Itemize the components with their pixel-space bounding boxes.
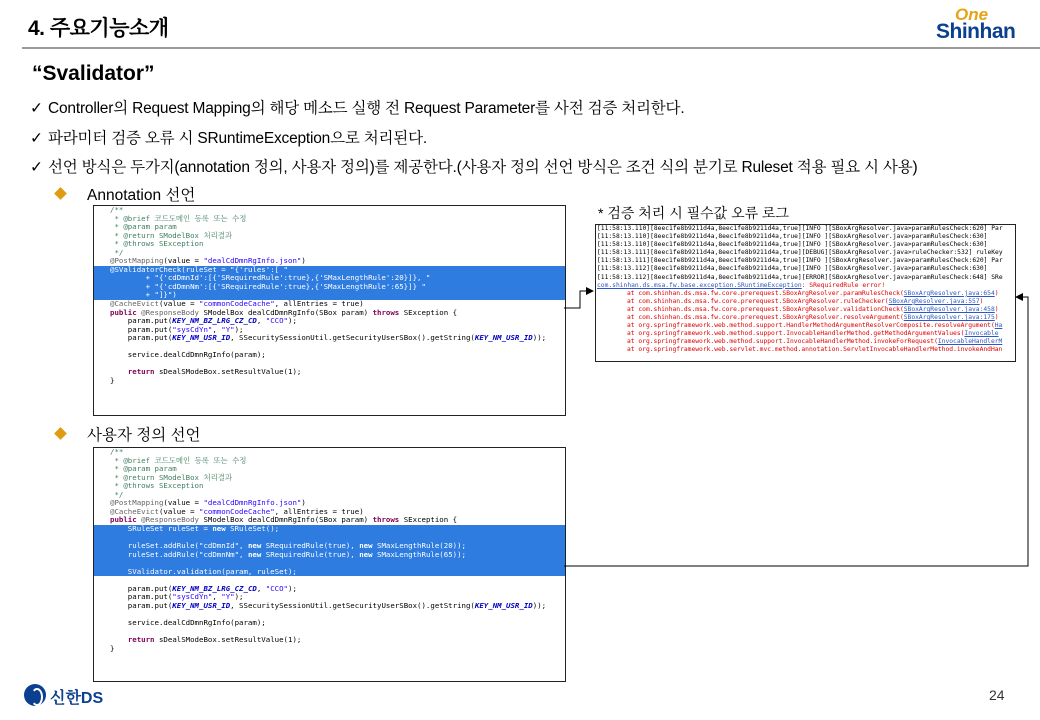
code-line: + "{'cdDmnNm':[{'SRequiredRule':true},{'SMaxLengthRule':65}]} " [94, 283, 565, 292]
code-line: param.put("sysCdYn", "Y"); [110, 592, 244, 602]
code-line: public @ResponseBody SModelBox dealCdDmnRgInfo(SBox param) throws SException { [110, 515, 458, 525]
code-line: @CacheEvict(value = "commonCodeCache", allEntries = true) [110, 506, 364, 516]
code-line: @PostMapping(value = "dealCdDmnRgInfo.json") [110, 256, 306, 266]
code-line: /** [110, 205, 124, 214]
code-line: } [110, 375, 115, 385]
code-line: */ [110, 489, 124, 499]
code-line: return sDealSModeBox.setResultValue(1); [127, 635, 302, 645]
log-caption: * 검증 처리 시 필수값 오류 로그 [598, 205, 790, 221]
code-line: param.put(KEY_NM_BZ_LRG_CZ_CD, "CCO"); [110, 583, 297, 593]
log-line: [11:58:13.112][8eec1fe8b9211d4a,8eec1fe8b9211d4a,true][INFO ][SBoxArgResolver.java>paramRulesCheck:630] [597, 265, 988, 273]
log-stacktrace-line: at org.springframework.web.method.support.HandlerMethodArgumentResolverComposite.resolveArgument(Ha [627, 322, 1003, 330]
code-line: SRuleSet ruleSet = new SRuleSet(); [94, 525, 565, 534]
log-line: [11:58:13.110][8eec1fe8b9211d4a,8eec1fe8b9211d4a,true][INFO ][SBoxArgResolver.java>paramRulesCheck:620] Par [597, 225, 1003, 232]
code-line: param.put(KEY_NM_USR_ID, SSecuritySessionUtil.getSecurityUserSBox().getString(KEY_NM_USR_ID)); [110, 600, 547, 610]
code-line: * @param param [110, 464, 177, 474]
log-stacktrace-line: at com.shinhan.ds.msa.fw.core.prerequest.SBoxArgResolver.paramRulesCheck(SBoxArgResolver.java:654) [627, 289, 999, 297]
check-icon: ✓ [30, 159, 43, 176]
log-exception-line: com.shinhan.ds.msa.fw.base.exception.SRuntimeException: SRequiredRule error! [597, 281, 886, 289]
section-label: Annotation 선언 [87, 187, 196, 204]
code-line: service.dealCdDmnRgInfo(param); [110, 617, 266, 627]
log-line: [11:58:13.112][8eec1fe8b9211d4a,8eec1fe8b9211d4a,true][ERROR][SBoxArgResolver.java>paramRulesCheck:648] SRe [597, 273, 1003, 281]
bullet-text: 선언 방식은 두가지(annotation 정의, 사용자 정의)를 제공한다.(사용자 정의 선언 방식은 조건 식의 분기로 Ruleset 적용 필요 시 사용) [48, 159, 918, 176]
code-line: param.put(KEY_NM_BZ_LRG_CZ_CD, "CCO"); [110, 316, 297, 326]
log-stacktrace-line: at org.springframework.web.servlet.mvc.method.annotation.ServletInvocableHandlerMethod.invokeAndHan [627, 346, 1003, 354]
log-line: [11:58:13.110][8eec1fe8b9211d4a,8eec1fe8b9211d4a,true][INFO ][SBoxArgResolver.java>paramRulesCheck:630] [597, 233, 988, 241]
brand-logo-bottom: Shinhan [936, 20, 1016, 43]
bullet-text: 파라미터 검증 오류 시 SRuntimeException으로 처리된다. [48, 130, 427, 147]
code-line: @PostMapping(value = "dealCdDmnRgInfo.json") [110, 498, 306, 508]
slide-title: “Svalidator” [32, 62, 155, 85]
check-icon: ✓ [30, 130, 43, 147]
code-line: SValidator.validation(param, ruleSet); [94, 568, 565, 577]
log-stacktrace-line: at org.springframework.web.method.support.InvocableHandlerMethod.invokeForRequest(InvocableHandlerM [627, 338, 1003, 346]
code-line: ruleSet.addRule("cdDmnNm", new SRequiredRule(true), new SMaxLengthRule(65)); [94, 551, 565, 560]
log-line: [11:58:13.111][8eec1fe8b9211d4a,8eec1fe8b9211d4a,true][DEBUG][SBoxArgResolver.java>ruleChecker:532] ruleKey [597, 249, 1003, 257]
log-stacktrace-line: at com.shinhan.ds.msa.fw.core.prerequest.SBoxArgResolver.ruleChecker(SBoxArgResolver.java:557) [627, 297, 984, 305]
brand-logo-top: One [955, 5, 989, 24]
code-line: service.dealCdDmnRgInfo(param); [110, 350, 266, 360]
code-line: * @throws SException [110, 239, 204, 249]
arrow-user-to-log [564, 297, 1028, 566]
log-stacktrace-line: at com.shinhan.ds.msa.fw.core.prerequest.SBoxArgResolver.validationCheck(SBoxArgResolver.java:458) [627, 305, 999, 313]
code-line: public @ResponseBody SModelBox dealCdDmnRgInfo(SBox param) throws SException { [110, 307, 458, 317]
code-line: /** [110, 447, 124, 456]
code-line: * @return SModelBox 처리결과 [110, 472, 232, 482]
code-line: param.put("sysCdYn", "Y"); [110, 324, 244, 334]
check-icon: ✓ [30, 100, 43, 117]
arrow-annotation-to-log [564, 291, 593, 308]
bullet-text: Controller의 Request Mapping의 해당 메소드 실행 전 Request Parameter를 사전 검증 처리한다. [48, 100, 685, 117]
code-line: return sDealSModeBox.setResultValue(1); [127, 367, 302, 377]
section-label: 사용자 정의 선언 [87, 427, 201, 444]
code-line: */ [110, 247, 124, 257]
page-header-title: 4. 주요기능소개 [28, 17, 169, 40]
code-line: ruleSet.addRule("cdDmnId", new SRequiredRule(true), new SMaxLengthRule(20)); [94, 542, 565, 551]
code-line: + "]}") [94, 291, 565, 300]
code-line: + "{'cdDmnId':[{'SRequiredRule':true},{'SMaxLengthRule':20}]}, " [94, 274, 565, 283]
code-line: @SValidatorCheck(ruleSet = "{'rules':[ " [94, 266, 565, 275]
code-line: @CacheEvict(value = "commonCodeCache", allEntries = true) [110, 299, 364, 309]
log-line: [11:58:13.110][8eec1fe8b9211d4a,8eec1fe8b9211d4a,true][INFO ][SBoxArgResolver.java>paramRulesCheck:630] [597, 241, 988, 249]
page-number: 24 [989, 687, 1005, 703]
shinhan-ds-logo-icon [24, 684, 46, 706]
code-line: * @throws SException [110, 481, 204, 491]
code-line: * @brief 코드도메인 등록 또는 수정 [110, 213, 247, 223]
footer-logo-text: 신한DS [50, 690, 104, 707]
log-stacktrace-line: at com.shinhan.ds.msa.fw.core.prerequest.SBoxArgResolver.resolveArgument(SBoxArgResolver.java:175) [627, 314, 999, 322]
code-line: * @brief 코드도메인 등록 또는 수정 [110, 455, 247, 465]
code-line: * @param param [110, 222, 177, 232]
code-line: } [110, 643, 115, 653]
code-line: * @return SModelBox 처리결과 [110, 230, 232, 240]
code-line: param.put(KEY_NM_USR_ID, SSecuritySessionUtil.getSecurityUserSBox().getString(KEY_NM_USR_ID)); [110, 333, 547, 343]
log-line: [11:58:13.111][8eec1fe8b9211d4a,8eec1fe8b9211d4a,true][INFO ][SBoxArgResolver.java>paramRulesCheck:620] Par [597, 257, 1003, 265]
log-stacktrace-line: at org.springframework.web.method.support.InvocableHandlerMethod.getMethodArgumentValues(Invocable [627, 330, 999, 338]
